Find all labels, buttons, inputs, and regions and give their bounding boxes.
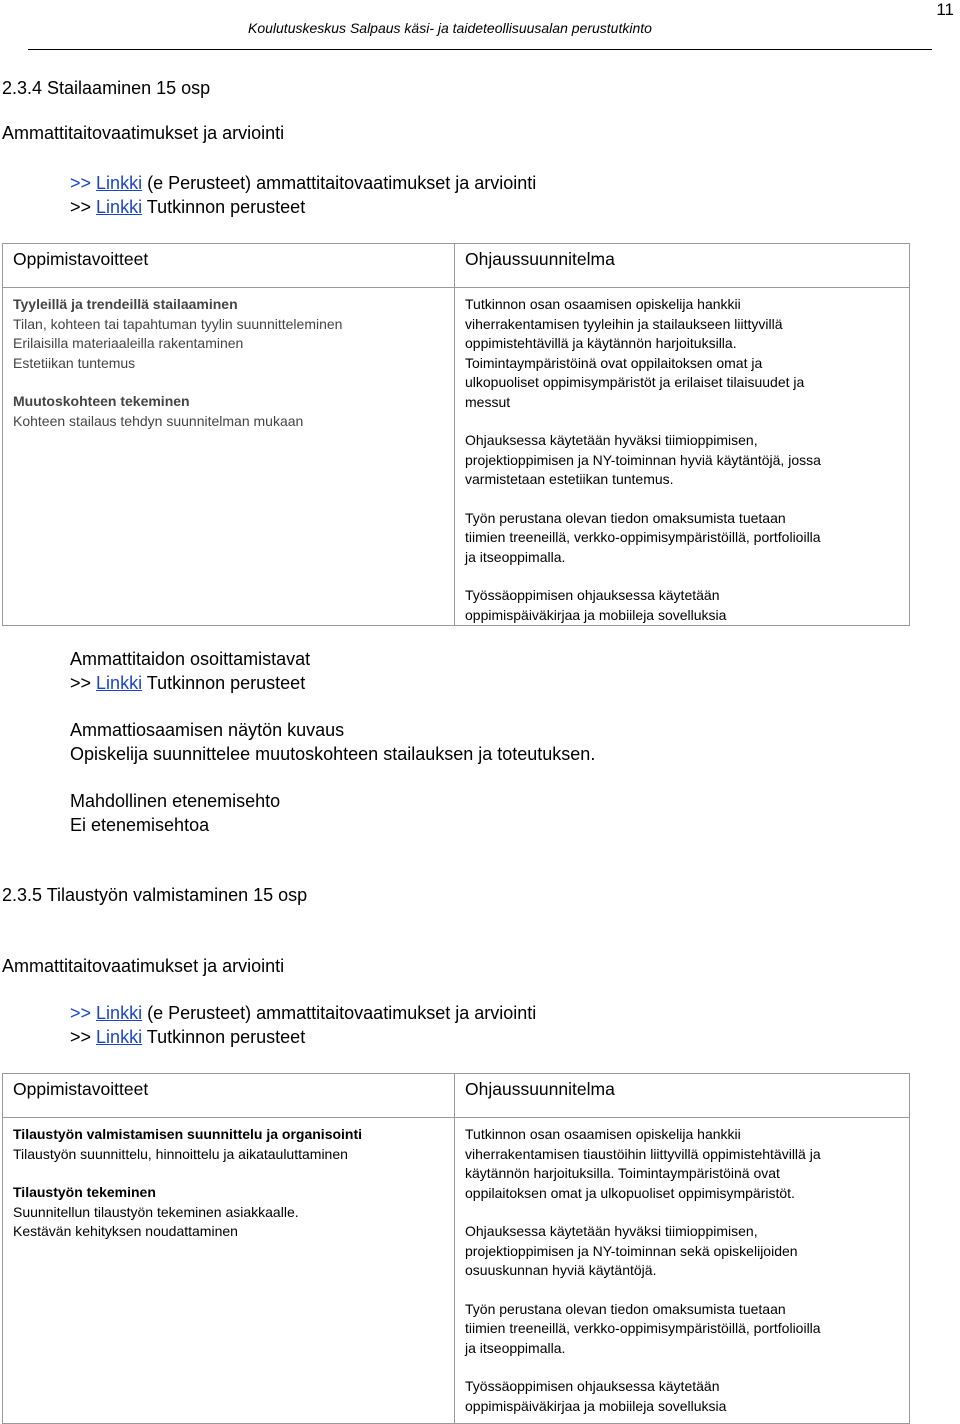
- osoittamistavat-title: Ammattitaidon osoittamistavat: [70, 649, 311, 669]
- naytto-title: Ammattiosaamisen näytön kuvaus: [70, 720, 345, 740]
- guidance-line: tiimien treeneillä, verkko-oppimisympäristöillä, portfolioilla: [465, 529, 821, 545]
- guidance-line: messut: [465, 393, 511, 410]
- guidance-line: oppimistehtävillä ja käytännön harjoituksilla.: [465, 335, 737, 351]
- link-description: (e Perusteet) ammattitaitovaatimukset ja arviointi: [147, 1003, 537, 1023]
- link-prefix: >>: [70, 673, 92, 693]
- study-plan-table: [2, 1073, 910, 1424]
- naytto-text: Opiskelija suunnittelee muutoskohteen stailauksen ja toteutuksen.: [70, 744, 596, 764]
- objective-group-title: Muutoskohteen tekeminen: [13, 393, 190, 409]
- guidance-line: käytännön harjoituksilla. Toimintaympäristöinä ovat: [465, 1165, 780, 1181]
- link-line: [70, 1003, 536, 1024]
- guidance-line: oppimispäiväkirjaa ja mobiileja sovelluksia: [465, 1397, 727, 1414]
- link-description: Tutkinnon perusteet: [146, 197, 306, 217]
- link-line: [70, 673, 305, 694]
- guidance-line: projektioppimisen ja NY-toiminnan sekä opiskelijoiden: [465, 1242, 798, 1259]
- header-rule: [28, 49, 932, 50]
- guidance-line: ulkopuoliset oppimisympäristöt ja erilaiset tilaisuudet ja: [465, 374, 805, 390]
- guidance-line: varmistetaan estetiikan tuntemus.: [465, 471, 674, 487]
- guidance-paragraph: [465, 1125, 901, 1203]
- guidance-line: oppimispäiväkirjaa ja mobiileja sovelluksia: [465, 606, 727, 623]
- perusteet-link[interactable]: Linkki: [96, 1003, 143, 1023]
- guidance-line: ja itseoppimalla.: [465, 548, 566, 565]
- link-line: [70, 1027, 305, 1048]
- page-number: 11: [936, 0, 954, 19]
- objective-group-title: Tyyleillä ja trendeillä stailaaminen: [13, 296, 238, 312]
- link-line: [70, 197, 305, 218]
- etenemis-title: Mahdollinen etenemisehto: [70, 791, 281, 811]
- guidance-cell: [455, 1118, 910, 1424]
- objective-line: Tilaustyön suunnittelu, hinnoittelu ja aikatauluttaminen: [13, 1145, 348, 1162]
- guidance-paragraph: [465, 295, 901, 412]
- guidance-paragraph: [465, 431, 901, 490]
- objective-line: Estetiikan tuntemus: [13, 354, 136, 371]
- objective-group-title: Tilaustyön valmistamisen suunnittelu ja organisointi: [13, 1126, 363, 1142]
- tutkinnon-perusteet-link[interactable]: Linkki: [96, 1027, 143, 1047]
- etenemis-text: Ei etenemisehtoa: [70, 815, 210, 835]
- section-subheading: Ammattitaitovaatimukset ja arviointi: [2, 123, 285, 143]
- objective-line: Kestävän kehityksen noudattaminen: [13, 1223, 238, 1239]
- guidance-cell: [455, 288, 910, 626]
- objectives-header: Oppimistavoitteet: [13, 1079, 149, 1099]
- guidance-line: Työn perustana olevan tiedon omaksumista tuetaan: [465, 509, 786, 526]
- link-prefix: >>: [70, 197, 92, 217]
- objective-line: Suunnitellun tilaustyön tekeminen asiakkaalle.: [13, 1203, 299, 1220]
- objective-line: Erilaisilla materiaaleilla rakentaminen: [13, 335, 244, 351]
- guidance-line: viherrakentamisen tiaustöihin liittyvillä oppimistehtävillä ja: [465, 1145, 821, 1162]
- osoittamistavat-link[interactable]: Linkki: [96, 673, 143, 693]
- guidance-line: Tutkinnon osan osaamisen opiskelija hankkii: [465, 296, 741, 312]
- guidance-line: osuuskunnan hyviä käytäntöjä.: [465, 1262, 657, 1278]
- guidance-line: Ohjauksessa käytetään hyväksi tiimioppimisen,: [465, 432, 758, 448]
- section-subheading: Ammattitaitovaatimukset ja arviointi: [2, 956, 285, 976]
- guidance-line: Työssäoppimisen ohjauksessa käytetään: [465, 1378, 720, 1394]
- guidance-line: ja itseoppimalla.: [465, 1339, 566, 1356]
- objectives-header: Oppimistavoitteet: [13, 249, 149, 269]
- guidance-line: Työn perustana olevan tiedon omaksumista tuetaan: [465, 1300, 786, 1317]
- guidance-header: Ohjaussuunnitelma: [465, 1079, 615, 1099]
- guidance-line: Työssäoppimisen ohjauksessa käytetään: [465, 587, 720, 603]
- guidance-paragraph: [465, 1222, 901, 1281]
- objective-line: Kohteen stailaus tehdyn suunnitelman mukaan: [13, 412, 304, 429]
- guidance-line: viherrakentamisen tyyleihin ja stailaukseen liittyvillä: [465, 315, 783, 332]
- guidance-paragraph: [465, 586, 901, 625]
- section-heading: 2.3.5 Tilaustyön valmistaminen 15 osp: [2, 885, 308, 905]
- perusteet-link[interactable]: Linkki: [96, 173, 143, 193]
- link-description: Tutkinnon perusteet: [146, 673, 306, 693]
- guidance-paragraph: [465, 1377, 901, 1416]
- objective-group-title: Tilaustyön tekeminen: [13, 1184, 156, 1200]
- running-header: Koulutuskeskus Salpaus käsi- ja taideteollisuusalan perustutkinto: [248, 20, 652, 36]
- tutkinnon-perusteet-link[interactable]: Linkki: [96, 197, 143, 217]
- guidance-line: Toimintaympäristöinä ovat oppilaitoksen omat ja: [465, 354, 763, 371]
- guidance-paragraph: [465, 509, 901, 568]
- link-prefix: >>: [70, 1003, 92, 1023]
- link-prefix: >>: [70, 1027, 92, 1047]
- guidance-line: Ohjauksessa käytetään hyväksi tiimioppimisen,: [465, 1223, 758, 1239]
- table-header-cell: [3, 1074, 455, 1118]
- table-header-cell: [3, 244, 455, 288]
- table-header-cell: [455, 244, 910, 288]
- objectives-cell: [3, 288, 455, 626]
- study-plan-table: [2, 243, 910, 626]
- section-heading: 2.3.4 Stailaaminen 15 osp: [2, 78, 211, 98]
- objective-line: Tilan, kohteen tai tapahtuman tyylin suunnitteleminen: [13, 315, 343, 332]
- link-description: (e Perusteet) ammattitaitovaatimukset ja arviointi: [147, 173, 537, 193]
- guidance-header: Ohjaussuunnitelma: [465, 249, 615, 269]
- table-header-cell: [455, 1074, 910, 1118]
- objectives-cell: [3, 1118, 455, 1424]
- link-prefix: >>: [70, 173, 92, 193]
- link-description: Tutkinnon perusteet: [146, 1027, 306, 1047]
- guidance-line: oppilaitoksen omat ja ulkopuoliset oppimisympäristöt.: [465, 1184, 795, 1201]
- guidance-line: tiimien treeneillä, verkko-oppimisympäristöillä, portfolioilla: [465, 1320, 821, 1336]
- guidance-paragraph: [465, 1300, 901, 1359]
- guidance-line: Tutkinnon osan osaamisen opiskelija hankkii: [465, 1126, 741, 1142]
- guidance-line: projektioppimisen ja NY-toiminnan hyviä käytäntöjä, jossa: [465, 451, 821, 468]
- link-line: [70, 173, 536, 194]
